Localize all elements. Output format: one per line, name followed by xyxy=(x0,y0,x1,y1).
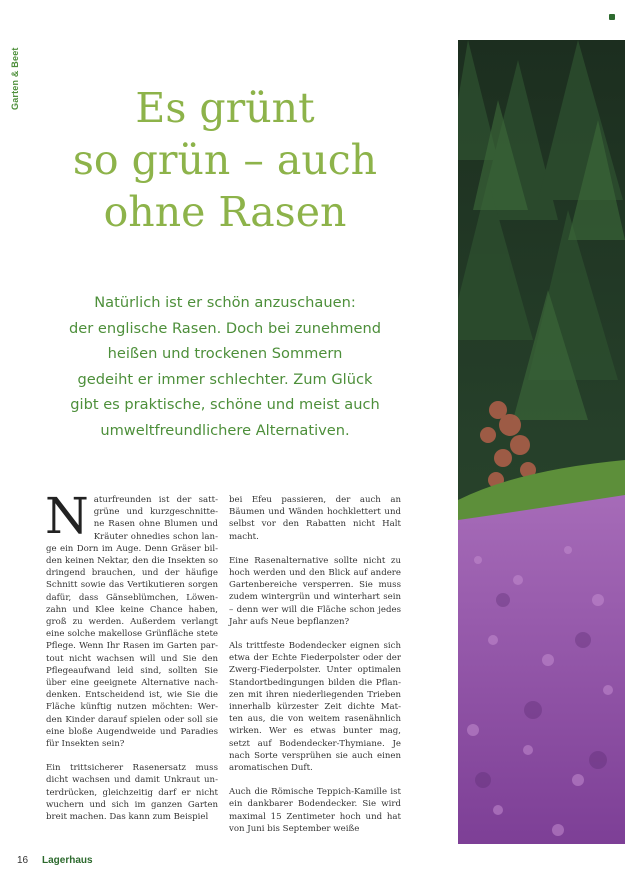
brand-name: Lagerhaus xyxy=(42,855,93,866)
body-column-1 xyxy=(45,487,218,835)
garden-photo xyxy=(458,40,625,844)
paragraph-text: aturfreunden ist der satt-grüne und kurzgeschnitte-ne Rasen ohne Blumen und Kräuter ohnedies schon lan-ge ein Dorn im Auge. Denn Gräser bil-den keinen Nektar, den die Insekten so dringend brauchen, und der häufige Schnitt sowie das Vertikutieren sorgen dafür, dass Gänseblümchen, Löwen-zahn und Klee keine Chance haben, groß zu werden. Außerdem verlangt eine solche makellose Grünfläche stete Pflege. Wenn Ihr Rasen im Garten par-tout nicht wachsen will und Sie den Pflegeaufwand leid sind, sollten Sie über eine geeignete Alternative nach-denken. Entscheidend ist, wie Sie die Fläche künftig nutzen möchten: Wer-den Kinder darauf spielen oder soll sie eine bloße Augendweide und Paradies für Insekten sein? xyxy=(46,495,218,750)
lead-paragraph xyxy=(20,290,430,443)
headline-line: ohne Rasen xyxy=(103,188,347,236)
body-paragraph: Ein trittsicherer Rasenersatz muss dicht wachsen und damit Unkraut un-terdrücken, gleichzeitig darf er nicht wuchern und sich im ganzen Garten breit machen. Das kann zum Beispiel xyxy=(46,763,218,823)
lead-line: umweltfreundlichere Alternativen. xyxy=(100,421,350,439)
drop-cap: N xyxy=(45,487,89,545)
corner-mark xyxy=(609,14,615,20)
body-paragraph: Eine Rasenalternative sollte nicht zu hoch werden und den Blick auf andere Gartenbereiche versperren. Sie muss zudem wintergrün und winterhart sein – denn wer will die Fläche schon jedes Jahr aufs Neue bepflanzen? xyxy=(229,555,401,627)
body-paragraph xyxy=(45,487,218,750)
page-footer xyxy=(17,855,93,866)
headline xyxy=(20,82,430,238)
lead-line: heißen und trockenen Sommern xyxy=(107,345,343,362)
body-paragraph: Auch die Römische Teppich-Kamille ist ein dankbarer Bodendecker. Sie wird maximal 15 Zentimeter hoch und hat von Juni bis September weiße xyxy=(229,787,401,834)
body-paragraph: bei Efeu passieren, der auch an Bäumen und Wänden hochklettert und selbst vor den Rabatten nicht Halt macht. xyxy=(229,495,401,542)
lead-line: gedeiht er immer schlechter. Zum Glück xyxy=(77,370,373,388)
body-paragraph: Als trittfeste Bodendecker eignen sich etwa der Echte Fiederpolster oder der Zwerg-Fiederpolster. Unter optimalen Standortbedingungen bilden die Pflan-zen mit ihren niederliegenden Trieben innerhalb kürzester Zeit dichte Mat-ten aus, die von weitem rasenähnlich wirken. Wer es etwas bunter mag, setzt auf Bodendecker-Thymiane. Je nach Sorte versprühen sie auch einen aromatischen Duft. xyxy=(229,641,401,774)
lead-line: gibt es praktische, schöne und meist auch xyxy=(70,396,380,413)
section-label: Garten & Beet xyxy=(10,47,20,110)
headline-line: Es grünt xyxy=(135,84,315,132)
body-column-2 xyxy=(229,494,401,847)
lead-line: der englische Rasen. Doch bei zunehmend xyxy=(69,319,381,337)
lead-line: Natürlich ist er schön anzuschauen: xyxy=(94,294,356,311)
page-number: 16 xyxy=(17,855,29,866)
headline-line: so grün – auch xyxy=(72,136,378,184)
